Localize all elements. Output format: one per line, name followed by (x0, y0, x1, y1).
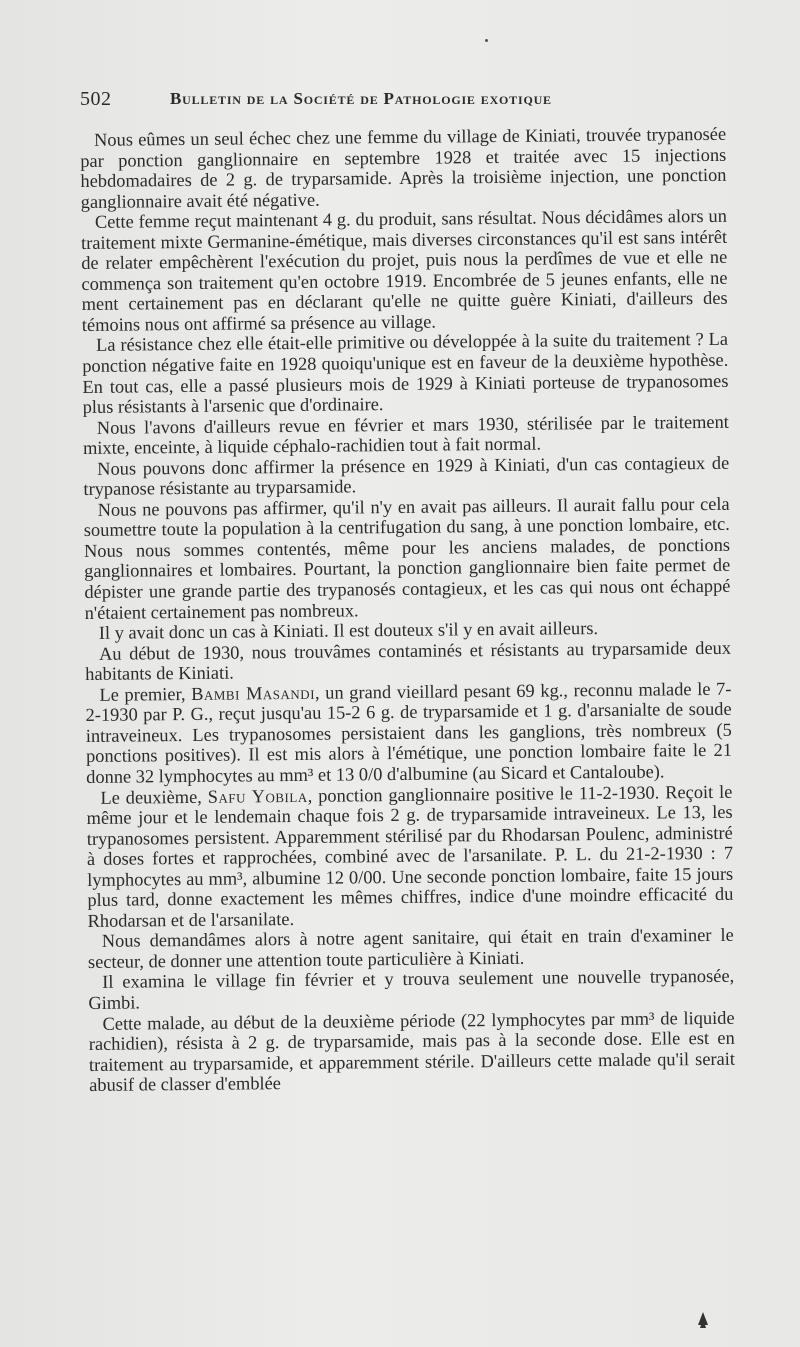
paragraph: Nous ne pouvons pas affirmer, qu'il n'y en avait pas ailleurs. Il aurait fallu pour cela soumettre toute la population à la centrifugation du sang, à une ponction lombaire, etc. Nous nous sommes contentés, même pour les anciens malades, de ponctions ganglionnaires et lombaires. Pourtant, la ponction ganglionnaire bien faite permet de dépister une grande partie des trypanosés contagieux, et les cas qui nous ont échappé n'étaient certainement pas nombreux. (83, 493, 731, 623)
patient-name: Safu Yobila (207, 785, 308, 807)
running-title: Bulletin de la Société de Pathologie exotique (170, 89, 552, 108)
paragraph: Il examina le village fin février et y trouva seulement une nouvelle trypanosée, Gimbi. (88, 966, 735, 1013)
paragraph: Cette femme reçut maintenant 4 g. du produit, sans résultat. Nous décidâmes alors un traitement mixte Germanine-émétique, mais diverses circonstances qu'il est sans intérêt de relater empêchèrent l'exécution du projet, puis nous la perdîmes de vue et elle ne commença son traitement qu'en octobre 1919. Encombrée de 5 jeunes enfants, elle ne ment certainement pas en déclarant qu'elle ne quitte guère Kiniati, d'ailleurs des témoins nous ont affirmé sa présence au village. (80, 205, 728, 335)
text-run: Le deuxième, (100, 786, 208, 808)
paragraph: Il y avait donc un cas à Kiniati. Il est douteux s'il y en avait ailleurs. (98, 618, 599, 643)
paragraph: Au début de 1930, nous trouvâmes contaminés et résistants au tryparsamide deux habitants de Kiniati. (85, 637, 732, 685)
paragraph: Nous pouvons donc affirmer la présence en 1929 à Kiniati, d'un cas contagieux de trypanose résistante au tryparsamide. (83, 452, 730, 500)
paragraph: Nous eûmes un seul échec chez une femme du village de Kiniati, trouvée trypanosée par ponction ganglionnaire en septembre 1928 et traitée avec 15 injections hebdomadaires de 2 g. de tryparsamide. Après la troisième injection, une ponction ganglionnaire avait été négative. (80, 123, 727, 212)
page-number: 502 (80, 88, 112, 110)
printer-mark-icon (697, 1312, 709, 1328)
article-body (80, 124, 735, 1096)
text-run: , ponction ganglionnaire positive le 11-2-1930. Reçoit le même jour et le lendemain chaque fois 2 g. de tryparsamide intraveineux. Le 13, les trypanosomes persistent. Apparemment stérilisé par du Rhodarsan Poulenc, administré à doses fortes et rapprochées, combiné avec de l'arsanilate. P. L. du 21-2-1930 : 7 lymphocytes au mm³, albumine 12 0/00. Une seconde ponction lombaire, faite 15 jours plus tard, donne exactement les mêmes chiffres, indice d'une moindre efficacité du Rhodarsan et de l'arsanilate. (86, 781, 734, 931)
paragraph-patient-1 (85, 679, 732, 788)
paragraph-patient-2 (86, 781, 733, 931)
paragraph: Nous l'avons d'ailleurs revue en février et mars 1930, stérilisée par le traitement mixte, enceinte, à liquide céphalo-rachidien tout à fait normal. (82, 411, 729, 459)
text-run: Le premier, (99, 683, 192, 705)
paragraph: Nous demandâmes alors à notre agent sanitaire, qui était en train d'examiner le secteur, de donner une attention toute particulière à Kiniati. (87, 925, 734, 972)
paragraph: Cette malade, au début de la deuxième période (22 lymphocytes par mm³ de liquide rachidien), résista à 2 g. de tryparsamide, mais pas à la seconde dose. Elle est en traitement au tryparsamide, et apparemment stérile. D'ailleurs cette malade qu'il serait abusif de classer d'emblée (88, 1007, 736, 1096)
text-run: , un grand vieillard pesant 69 kg., reconnu malade le 7-2-1930 par P. G., reçut jusqu'au 15-2 6 g. de tryparsamide et 1 g. d'arsanialte de soude intraveineux. Les trypanosomes persistaient dans les ganglions, très nombreux (5 ponctions positives). Il est mis alors à l'émétique, une ponction lombaire faite le 21 donne 32 lymphocytes au mm³ et 13 0/0 d'albumine (au Sicard et Cantaloube). (85, 678, 733, 787)
ink-speck (485, 39, 488, 42)
paragraph: La résistance chez elle était-elle primitive ou développée à la suite du traitement ? La ponction négative faite en 1928 quoiqu'unique est en faveur de la deuxième hypothèse. En tout cas, elle a passé plusieurs mois de 1929 à Kiniati porteuse de trypanosomes plus résistants à l'arsenic que d'ordinaire. (82, 329, 729, 418)
patient-name: Bambi Masandi (191, 682, 316, 704)
page-header (80, 88, 730, 114)
